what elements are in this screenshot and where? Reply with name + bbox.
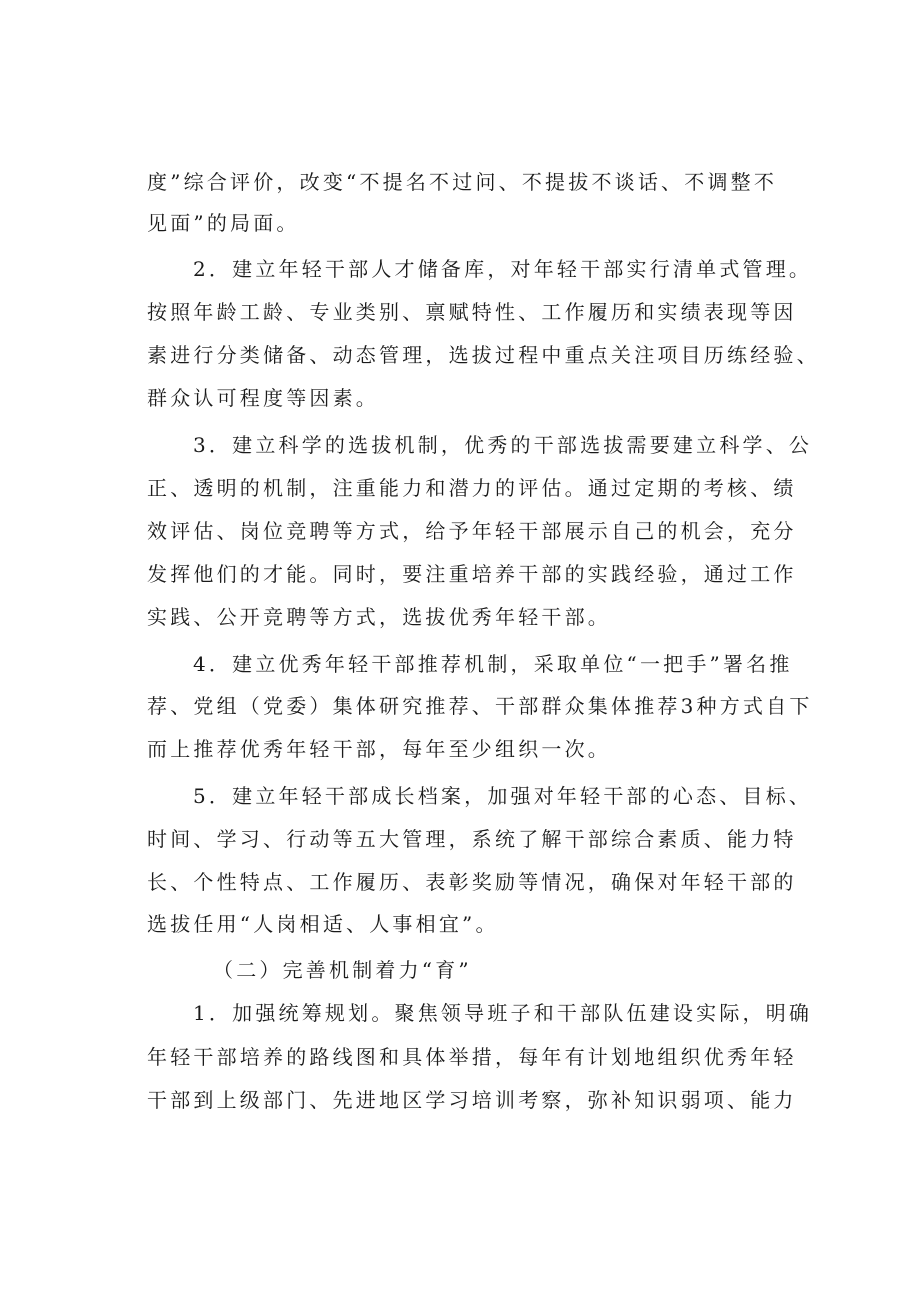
body-text-line: 见面”的局面。	[147, 211, 300, 235]
body-text-line: 年轻干部培养的路线图和具体举措，每年有计划地组织优秀年轻	[147, 1045, 797, 1069]
body-text-line: 实践、公开竞聘等方式，选拔优秀年轻干部。	[147, 605, 611, 629]
item-3-first-line: 3．建立科学的选拔机制，优秀的干部选拔需要建立科学、公	[193, 433, 813, 457]
item-5-first-line: 5．建立年轻干部成长档案，加强对年轻干部的心态、目标、	[193, 784, 813, 808]
body-text-line: 按照年龄工龄、专业类别、禀赋特性、工作履历和实绩表现等因	[147, 300, 797, 324]
section-heading: （二）完善机制着力“育”	[213, 958, 472, 982]
body-text-line: 素进行分类储备、动态管理，选拔过程中重点关注项目历练经验、	[147, 343, 820, 367]
body-text-line: 发挥他们的才能。同时，要注重培养干部的实践经验，通过工作	[147, 562, 797, 586]
body-text-line: 长、个性特点、工作履历、表彰奖励等情况，确保对年轻干部的	[147, 870, 797, 894]
body-text-line: 时间、学习、行动等五大管理，系统了解干部综合素质、能力特	[147, 827, 797, 851]
item-4-first-line: 4．建立优秀年轻干部推荐机制，采取单位“一把手”署名推	[193, 652, 793, 676]
body-text-line: 荐、党组（党委）集体研究推荐、干部群众集体推荐3种方式自下	[147, 694, 813, 718]
sub-item-1-first-line: 1．加强统筹规划。聚焦领导班子和干部队伍建设实际，明确	[193, 1001, 813, 1025]
body-text-line: 而上推荐优秀年轻干部，每年至少组织一次。	[147, 737, 611, 761]
body-text-line: 选拔任用“人岗相适、人事相宜”。	[147, 912, 499, 936]
body-text-line: 干部到上级部门、先进地区学习培训考察，弥补知识弱项、能力	[147, 1088, 797, 1112]
body-text-line: 群众认可程度等因素。	[147, 386, 379, 410]
body-text-line: 度”综合评价，改变“不提名不过问、不提拔不谈话、不调整不	[147, 170, 778, 194]
body-text-line: 效评估、岗位竞聘等方式，给予年轻干部展示自己的机会，充分	[147, 519, 797, 543]
item-2-first-line: 2．建立年轻干部人才储备库，对年轻干部实行清单式管理。	[193, 257, 813, 281]
body-text-line: 正、透明的机制，注重能力和潜力的评估。通过定期的考核、绩	[147, 476, 797, 500]
